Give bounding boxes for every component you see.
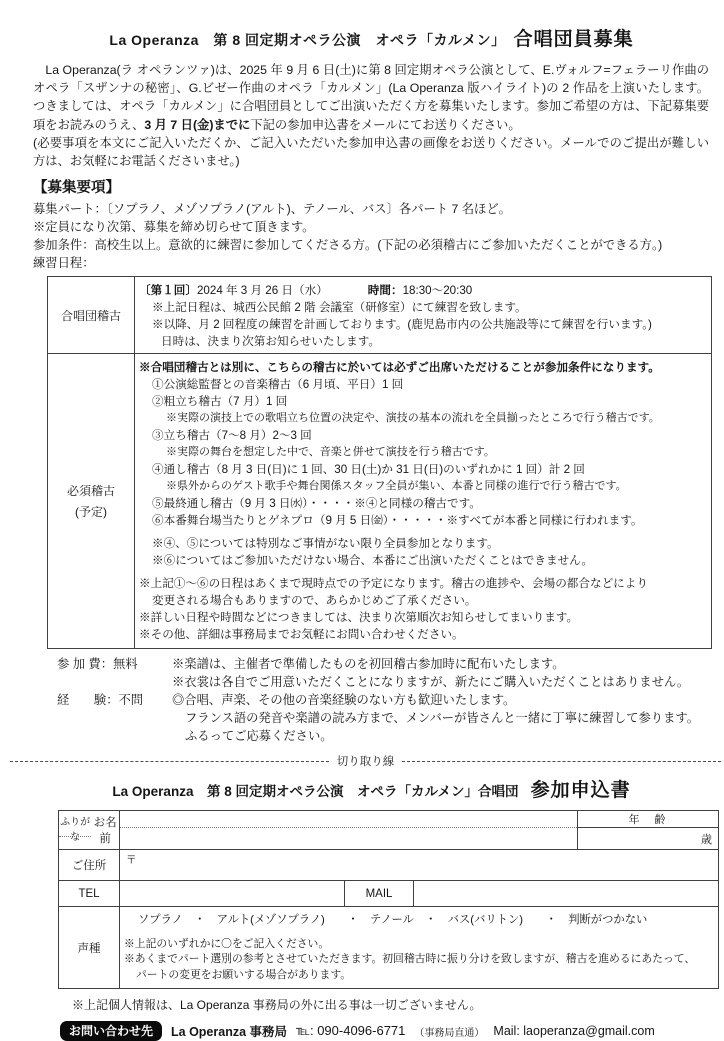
experience-notes <box>172 691 710 745</box>
privacy-note: ※上記個人情報は、La Operanza 事務局の外に出る事は一切ございません。 <box>72 998 482 1013</box>
name-label: お名前 <box>93 817 117 846</box>
required-label-line1: 必須稽古 <box>66 484 115 499</box>
required-label-line2: (予定) <box>75 505 107 520</box>
application-form-table <box>58 810 719 989</box>
contact-tel-note: （事務局直通） <box>414 1027 485 1039</box>
name-field <box>120 828 577 849</box>
cut-line-label: 切り取り線 <box>336 756 395 769</box>
required-rehearsal-content <box>135 354 711 648</box>
required-note-6: ※⑥についてはご参加いただけない場合、本番にご出演いただくことはできません。 <box>152 554 594 568</box>
required-item-3: ③立ち稽古（7～8 月）2～3 回 <box>152 429 312 443</box>
furigana-field <box>120 811 577 828</box>
required-rehearsal-label <box>48 354 135 648</box>
recruit-parts-note: ※定員になり次第、募集を締め切らせて頂きます。 <box>33 220 315 235</box>
first-session-time-label: 時間： <box>367 284 403 298</box>
required-item-5: ⑤最終通し稽古（9 月 3 日㈬）・・・・※④と同様の稽古です。 <box>152 497 481 511</box>
fee-notes <box>172 655 710 691</box>
address-row <box>59 849 718 880</box>
recruit-conditions-line: 参加条件：高校生以上。意欲的に練習に参加してくださる方。(下記の必須稽古にご参加いただくことができる方。) <box>33 238 663 253</box>
choir-rehearsal-label: 合唱団稽古 <box>48 277 135 353</box>
tel-field <box>120 881 345 906</box>
furigana-label: ふりがな <box>60 816 91 843</box>
required-item-4: ④通し稽古（8 月 3 日(日)に 1 回、30 日(土)か 31 日(日)のいずれかに 1 回）計 2 回 <box>152 463 585 477</box>
application-form-title-main: 参加申込書 <box>530 780 631 802</box>
rehearsal-schedule-table <box>47 276 712 649</box>
application-form-title-prefix: La Operanza 第 8 回定期オペラ公演 オペラ「カルメン」合唱団 <box>112 784 519 800</box>
voice-type-label: 声種 <box>59 907 120 988</box>
age-unit: 歳 <box>701 833 712 846</box>
schedule-change-note-1: ※上記①～⑥の日程はあくまで現時点での予定になります。稽古の進捗や、会場の都合などにより <box>139 577 648 591</box>
tel-mail-row <box>59 880 718 906</box>
age-header: 年 齢 <box>578 811 718 828</box>
name-row <box>59 811 718 849</box>
document-title-prefix: La Operanza 第 8 回定期オペラ公演 オペラ「カルメン」 <box>109 32 506 48</box>
document-title <box>33 24 710 51</box>
experience-row <box>33 691 710 745</box>
required-item-4-note: ※県外からのゲスト歌手や舞台関係スタッフ全員が集い、本番と同様の進行で行う稽古です。 <box>166 480 627 493</box>
intro-paragraph <box>33 61 709 170</box>
voice-note-3: パートの変更をお願いする場合があります。 <box>136 968 352 981</box>
required-item-1: ①公演総監督との音楽稽古（6 月頃、平日）1 回 <box>152 378 404 392</box>
choir-note-3: 日時は、決まり次第お知らせいたします。 <box>161 335 381 349</box>
experience-note-3: ふるってご応募ください。 <box>185 729 333 744</box>
address-field <box>120 850 718 880</box>
fee-note-2: ※衣裳は各自でご用意いただくことになりますが、新たにご購入いただくことはありません。 <box>172 675 690 690</box>
fee-note-1: ※楽譜は、主催者で準備したものを初回稽古参加時に配布いたします。 <box>172 657 565 672</box>
fee-label: 参 加 費：無料 <box>57 657 138 672</box>
experience-note-2: フランス語の発音や楽譜の読み方まで、メンバーが皆さんと一緒に丁寧に練習して参ります。 <box>185 711 700 726</box>
intro-text-1: La Operanza(ラ オペランツァ)は、2025 年 9 月 6 日(土)に第 8 回定期オペラ公演として、E.ヴォルフ=フェラーリ作曲のオペラ「スザンナの秘密」、G.ビゼー作曲のオペラ「カルメン」(La Operanza 版ハイライト)の 2 作品を上演いたします。つきましては、オペラ「カルメン」に合唱団員としてご出演いただく方を募集いたします。参加ご希望の方は、下記募集要項をお読みのうえ、 <box>33 63 709 132</box>
intro-text-2: 下記の参加申込書をメールにてお送りください。 <box>250 117 521 132</box>
cut-line-dash-left <box>10 761 329 762</box>
contact-mail: Mail: laoperanza@gmail.com <box>493 1024 655 1039</box>
address-label: ご住所 <box>59 850 120 880</box>
voice-note-2: ※あくまでパート選別の参考とさせていただきます。初回稽古時に振り分けを致しますが、稽古を進めるにあたって、 <box>124 953 696 966</box>
voice-options: ソプラノ ・ アルト(メゾソプラノ) ・ テノール ・ バス(バリトン) ・ 判断がつかない <box>138 914 648 927</box>
choir-rehearsal-content <box>135 277 711 353</box>
cut-line <box>10 753 721 769</box>
name-label-stack <box>59 816 119 846</box>
first-session-date: 2024 年 3 月 26 日（水） <box>196 284 328 298</box>
experience-note-1: ◎合唱、声楽、その他の音楽経験のない方も歓迎いたします。 <box>172 693 516 708</box>
required-item-2-note: ※実際の演技上での歌唱立ち位置の決定や、演技の基本の流れを全員揃ったところで行う稽古です。 <box>166 412 660 425</box>
contact-line <box>60 1021 710 1041</box>
required-item-6: ⑥本番舞台場当たりとゲネプロ（9 月 5 日㈮）・・・・・※すべてが本番と同様に行われます。 <box>152 514 643 528</box>
name-entry-area <box>120 811 718 849</box>
contact-org: La Operanza 事務局 <box>171 1025 288 1040</box>
choir-note-2: ※以降、月 2 回程度の練習を計画しております。(鹿児島市内の公共施設等にて練習を行います。) <box>152 318 652 332</box>
schedule-other-note: ※その他、詳細は事務局までお気軽にお問い合わせください。 <box>139 628 464 642</box>
mail-label: MAIL <box>345 881 414 906</box>
required-rehearsal-row <box>48 353 711 648</box>
experience-label: 経 験：不問 <box>57 693 144 708</box>
name-label-cell <box>59 811 120 849</box>
recruit-parts-line: 募集パート：〔ソプラノ、メゾソプラノ(アルト)、テノール、バス〕各パート 7 名ほど。 <box>33 202 511 217</box>
tel-label: TEL <box>59 881 120 906</box>
voice-type-content <box>120 907 718 988</box>
requirements-heading: 【募集要項】 <box>33 180 120 197</box>
fee-experience-block <box>33 655 710 745</box>
first-session-line <box>139 282 707 299</box>
name-entry-column <box>120 811 577 849</box>
mail-field <box>414 881 718 906</box>
voice-type-row <box>59 906 718 988</box>
application-form-title <box>33 775 710 802</box>
voice-note-1: ※上記のいずれかに〇をご記入ください。 <box>124 937 330 950</box>
schedule-detail-note: ※詳しい日程や時間などにつきましては、決まり次第順次お知らせしてまいります。 <box>139 611 579 625</box>
recruit-schedule-label: 練習日程： <box>33 256 95 271</box>
contact-badge: お問い合わせ先 <box>60 1021 162 1041</box>
required-head-note: ※合唱団稽古とは別に、こちらの稽古に於いては必ずご出席いただけることが参加条件になります。 <box>139 361 660 375</box>
required-item-3-note: ※実際の舞台を想定した中で、音楽と併せて演技を行う稽古です。 <box>166 446 495 459</box>
first-session-tag: 〔第１回〕 <box>139 284 197 298</box>
required-note-45: ※④、⑤については特別なご事情がない限り全員参加となります。 <box>152 537 499 551</box>
contact-tel: ℡: 090-4096-6771 <box>296 1023 406 1039</box>
cut-line-dash-right <box>402 761 721 762</box>
choir-note-1: ※上記日程は、城西公民館 2 階 会議室（研修室）にて練習を致します。 <box>152 301 527 315</box>
postal-mark: 〒 <box>126 854 137 867</box>
first-session-time-value: 18:30～20:30 <box>402 284 473 298</box>
choir-rehearsal-row <box>48 277 711 353</box>
document-title-main: 合唱団員募集 <box>513 29 634 50</box>
intro-deadline: 3 月 7 日(金)までに <box>144 117 251 132</box>
schedule-change-note-2: 変更される場合もありますので、あらかじめご了承ください。 <box>152 594 477 608</box>
required-item-2: ②粗立ち稽古（7 月）1 回 <box>152 395 288 409</box>
age-column <box>577 811 718 849</box>
intro-parenthetical: (必要事項を本文にご記入いただくか、ご記入いただいた参加申込書の画像をお送りください。メールでのご提出が難しい方は、お気軽にお電話くださいませ。) <box>33 135 709 169</box>
fee-row <box>33 655 710 691</box>
